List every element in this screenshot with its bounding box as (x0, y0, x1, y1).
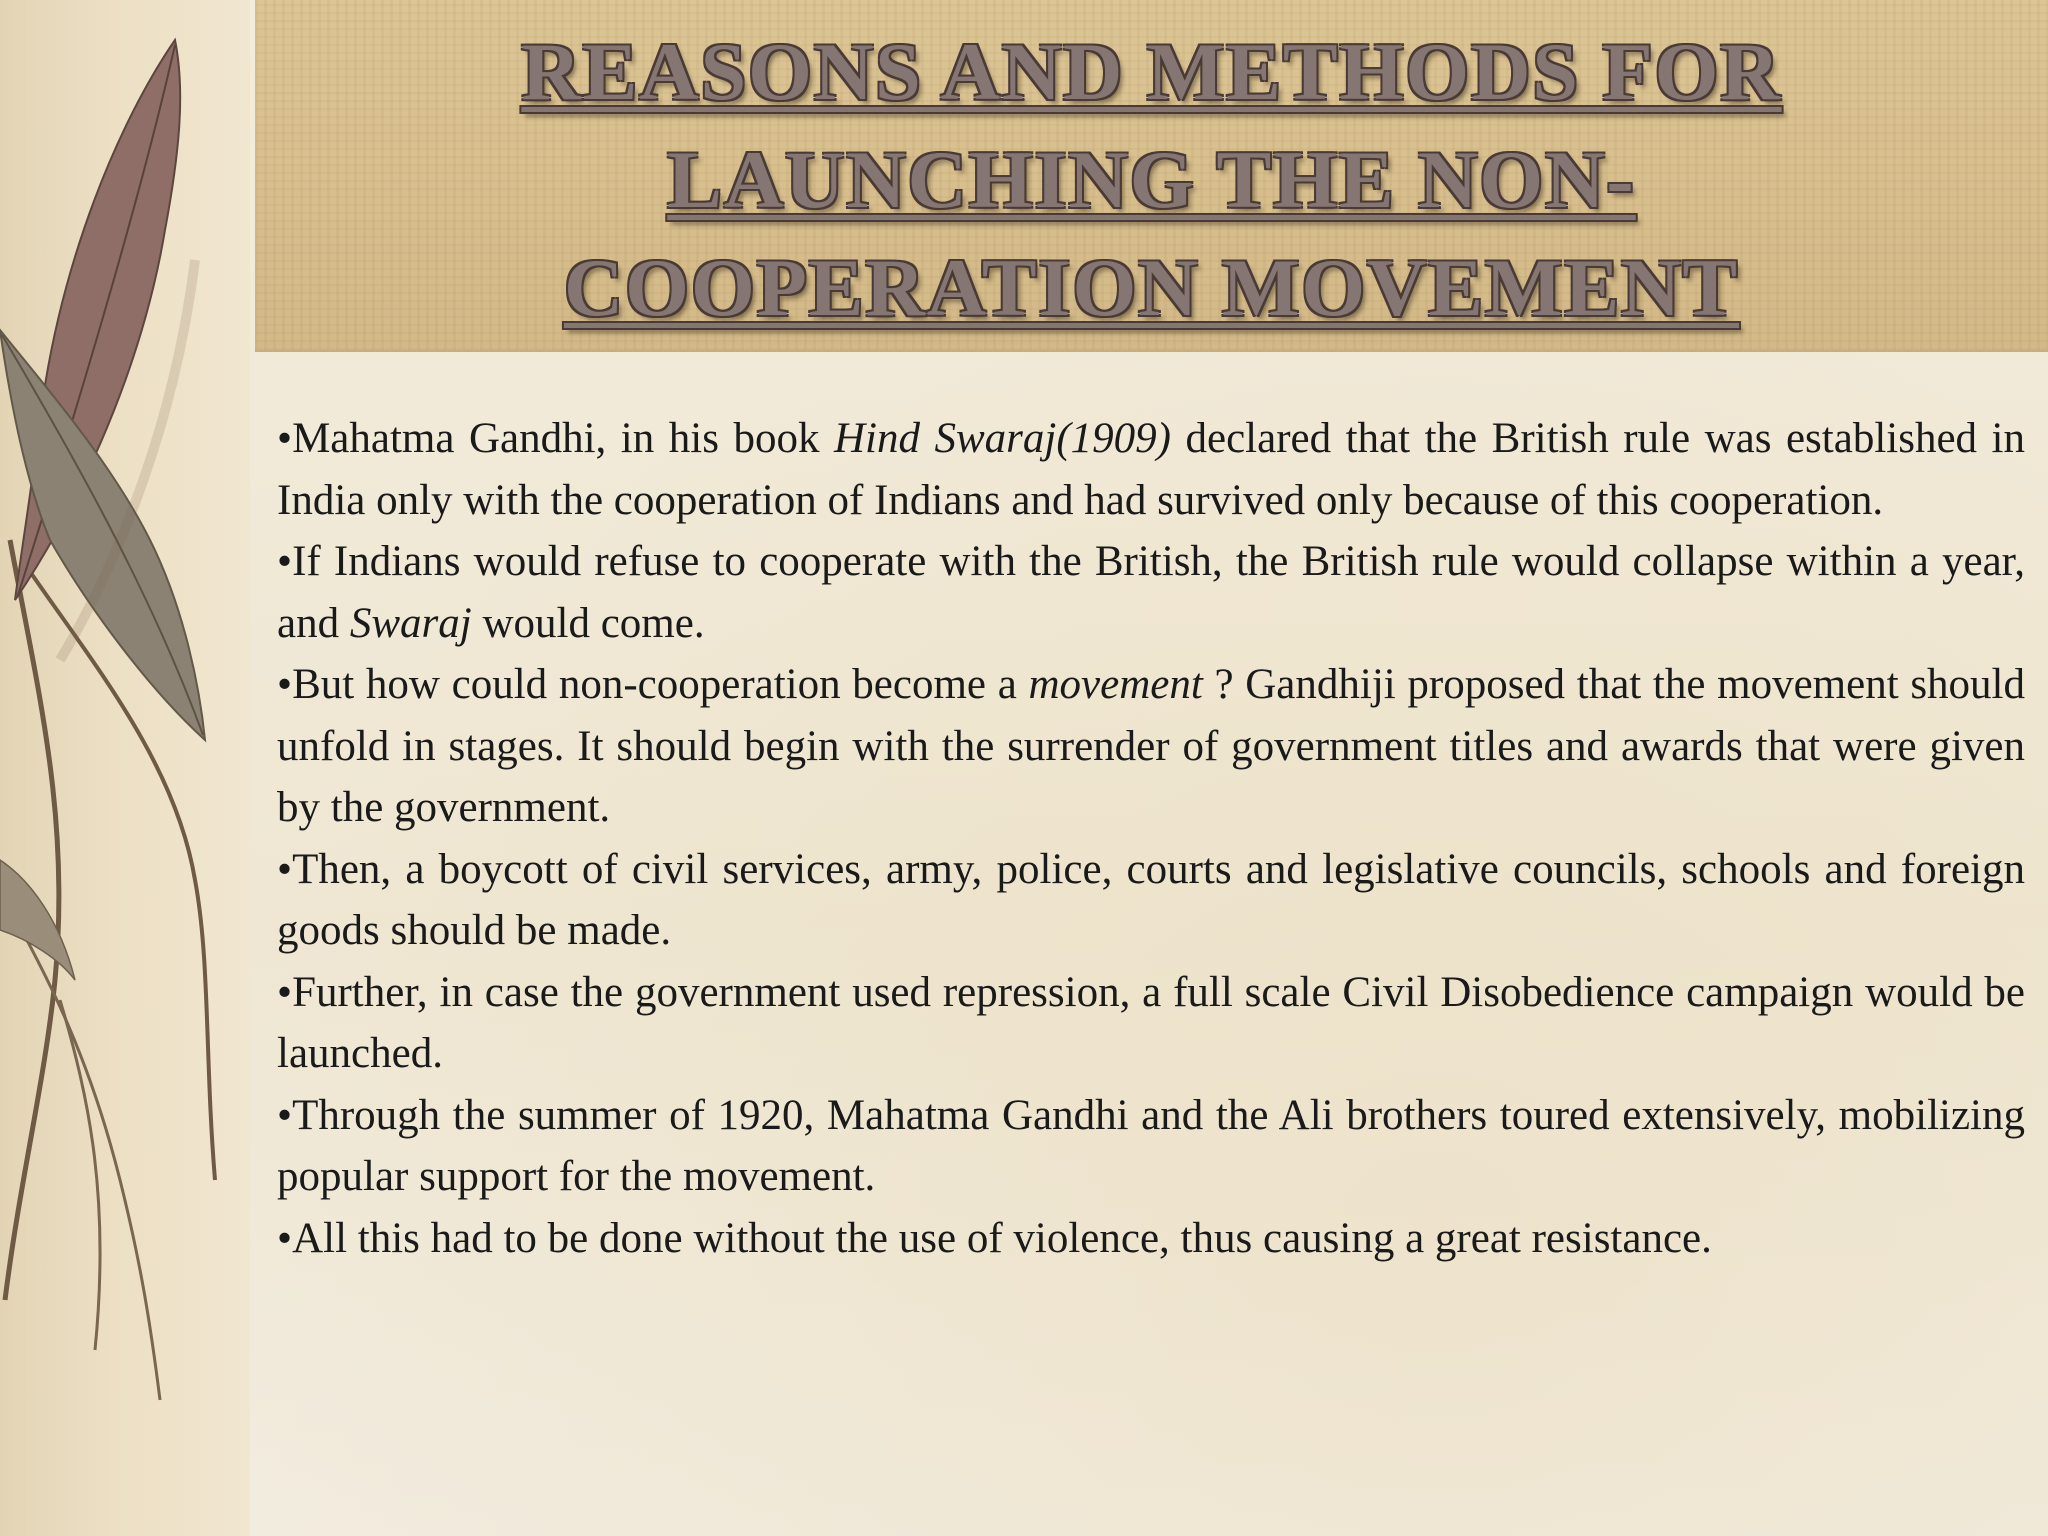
dried-leaf-illustration (0, 0, 250, 1536)
bullet-symbol: • (277, 538, 293, 585)
bullet-list (277, 408, 2025, 1269)
italic-term: Swaraj (349, 599, 472, 647)
bullet-text: Further, in case the government used repression, a full scale Civil Disobedience campaign would be launched. (277, 968, 2025, 1077)
bullet-item-5 (277, 962, 2025, 1085)
bullet-item-4 (277, 839, 2025, 962)
bullet-text-continued: would come. (471, 599, 705, 647)
bullet-symbol: • (277, 845, 293, 893)
bullet-item-6 (277, 1085, 2025, 1208)
bullet-text-continued: declared that the British rule was established in India only with the cooperation of Indians and had survived only because of this cooperation. (277, 415, 2025, 524)
bullet-item-2 (277, 531, 2025, 654)
bullet-text: All this had to be done without the use of violence, thus causing a great resistance. (292, 1214, 1712, 1262)
bullet-text-continued: ? Gandhiji proposed that the movement should unfold in stages. It should begin with the surrender of government titles and awards that were given by the government. (277, 661, 2026, 831)
bullet-text: Through the summer of 1920, Mahatma Gandhi and the Ali brothers toured extensively, mobilizing popular support for the movement. (277, 1091, 2025, 1200)
book-title: Hind Swaraj(1909) (833, 415, 1171, 462)
title-line-2: LAUNCHING THE NON- (667, 134, 1636, 225)
title-line-1: REASONS AND METHODS FOR (521, 26, 1782, 117)
bullet-symbol: • (277, 1091, 293, 1139)
italic-term: movement (1028, 661, 1203, 708)
bullet-symbol: • (277, 661, 293, 708)
bullet-text: Then, a boycott of civil services, army, police, courts and legislative councils, schools and foreign goods should be made. (277, 845, 2025, 954)
bullet-text: But how could non-cooperation become a (292, 661, 1029, 708)
bullet-item-1 (277, 408, 2025, 531)
bullet-text: If Indians would refuse to cooperate with the British, the British rule would collapse within a year, and (277, 538, 2025, 647)
title-line-3: COOPERATION MOVEMENT (563, 242, 1740, 333)
bullet-symbol: • (277, 1214, 293, 1262)
bullet-symbol: • (277, 968, 293, 1016)
title-banner (255, 0, 2048, 352)
bullet-item-7 (277, 1208, 2025, 1270)
bullet-symbol: • (277, 415, 293, 462)
bullet-text: Mahatma Gandhi, in his book (292, 415, 834, 462)
bullet-item-3 (277, 654, 2025, 839)
slide-title (255, 18, 2048, 342)
